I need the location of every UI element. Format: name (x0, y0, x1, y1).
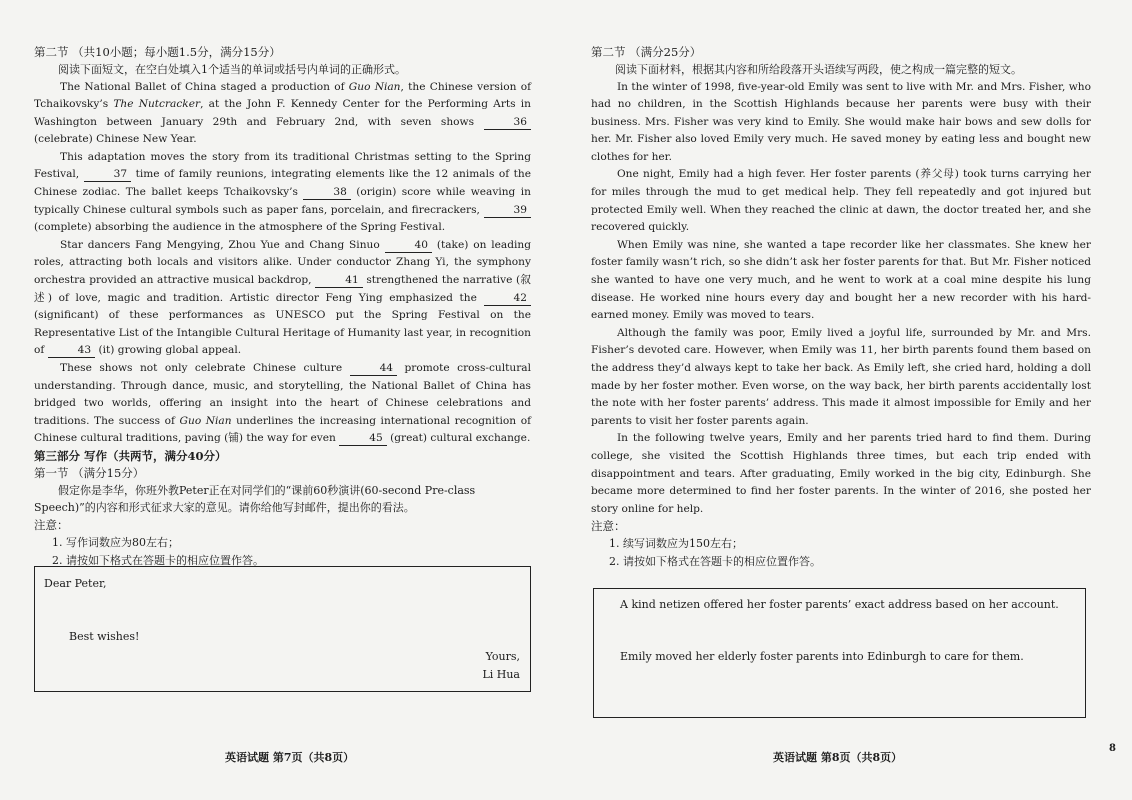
letter-answer-box (34, 566, 531, 692)
letter-signoff: Yours, (485, 650, 520, 663)
blank-43: 43 (48, 344, 95, 358)
note-item-2: 2. 请按如下格式在答题卡的相应位置作答。 (609, 555, 821, 569)
passage-paragraph-4: These shows not only celebrate Chinese culture 44 promote cross-cultural understanding. Through dance, music, and storytelling, the National Ballet of China has bridged two worlds, offering an insight into the heart of Chinese celebrations and traditions. The success of Guo Nian underlines the increasing international recognition of Chinese cultural traditions, paving (铺) the way for even 45 (great) cultural exchange. (34, 362, 531, 445)
blank-45: 45 (339, 432, 386, 446)
paragraph-opener-2: Emily moved her elderly foster parents into Edinburgh to care for them. (620, 650, 1024, 663)
note-label: 注意： (34, 517, 69, 532)
story-paragraph-3: When Emily was nine, she wanted a tape recorder like her classmates. She knew her foster family wasn’t rich, so she didn’t ask her foster parents for that. But Mr. Fisher noticed she wanted to have one very much, and he went to work at a coal mine despite his lung disease. He worked nine hours every day and bought her a new recorder with his hard-earned money. Emily was moved to tears. (591, 238, 1091, 322)
blank-44: 44 (350, 362, 397, 376)
blank-40: 40 (385, 239, 432, 253)
story-paragraph-2: One night, Emily had a high fever. Her foster parents (养父母) took turns carrying her for miles through the mud to get medical help. They fell repeatedly and got injured but protected Emily well. When they reached the clinic at dawn, the doctor treated her, and she recovered quickly. (591, 168, 1091, 234)
blank-42: 42 (484, 292, 531, 306)
passage-paragraph-3: Star dancers Fang Mengying, Zhou Yue and Chang Sinuo 40 (take) on leading roles, attracting both locals and visitors alike. Under conductor Zhang Yi, the symphony orchestra provided an attractive musical backdrop, 41 strengthened the narrative (叙述) of love, magic and tradition. Artistic director Feng Ying emphasized the 42 (significant) of these performances as UNESCO put the Spring Festival on the Representative List of the Intangible Cultural Heritage of Humanity last year, in recognition of 43 (it) growing global appeal. (34, 238, 531, 357)
left-page (34, 44, 531, 570)
blank-41: 41 (315, 274, 362, 288)
letter-closing: Best wishes! (69, 630, 140, 643)
continuation-section-title: 第二节 （满分25分） (591, 45, 702, 59)
note-label: 注意： (591, 519, 626, 534)
blank-38: 38 (303, 186, 350, 200)
note-item-1: 1. 续写词数应为150左右； (609, 537, 743, 551)
note-item-2: 2. 请按如下格式在答题卡的相应位置作答。 (52, 553, 264, 567)
writing-section-title: 第一节 （满分15分） (34, 465, 145, 480)
writing-prompt: 假定你是李华，你班外教Peter正在对同学们的“课前60秒演讲(60-second Pre-class Speech)”的内容和形式征求大家的意见。请你给他写封邮件，提出你的看法。 (34, 483, 476, 515)
passage-paragraph-1: The National Ballet of China staged a production of Guo Nian, the Chinese version of Tchaikovsky’s The Nutcracker, at the John F. Kennedy Center for the Performing Arts in Washington between January 29th and February 2nd, with seven shows 36 (celebrate) Chinese New Year. (34, 80, 532, 146)
note-item-1: 1. 写作词数应为80左右； (52, 535, 179, 549)
right-page (591, 44, 1091, 571)
continuation-answer-box (593, 588, 1086, 718)
story-paragraph-1: In the winter of 1998, five-year-old Emily was sent to live with Mr. and Mrs. Fisher, who had no children, in the Scottish Highlands because her parents were busy with their business. Mrs. Fisher was very kind to Emily. She would make hair bows and sew dolls for her. Mr. Fisher also loved Emily very much. He saved money by eating less and bought new clothes for her. (591, 80, 1091, 163)
part-three-title: 第三部分 写作（共两节，满分40分） (34, 448, 227, 463)
letter-salutation: Dear Peter, (44, 577, 107, 590)
letter-signature: Li Hua (482, 668, 520, 681)
blank-39: 39 (484, 204, 531, 218)
story-paragraph-4: Although the family was poor, Emily lived a joyful life, surrounded by Mr. and Mrs. Fisher’s devoted care. However, when Emily was 11, her birth parents found them based on the address they’d always kept to take her back. As Emily left, she cried hard, holding a doll made by her foster mother. Even worse, on the way back, her birth parents accidentally lost the note with her foster parents’ address. This made it almost impossible for Emily and her parents to visit her foster parents again. (591, 326, 1091, 427)
blank-36: 36 (484, 116, 531, 130)
instructions: 阅读下面短文，在空白处填入1个适当的单词或括号内单词的正确形式。 (58, 63, 406, 76)
page-footer-left: 英语试题 第7页（共8页） (225, 751, 355, 764)
paragraph-opener-1: A kind netizen offered her foster parents’ exact address based on her account. (620, 598, 1059, 611)
section-title: 第二节 （共10小题；每小题1.5分，满分15分） (34, 45, 281, 59)
story-paragraph-5: In the following twelve years, Emily and her parents tried hard to find them. During college, she visited the Scottish Highlands three times, but each trip ended with disappointment and tears. After graduating, Emily worked in the big city, Edinburgh. She became more determined to find her foster parents. In the winter of 2016, she posted her story online for help. (591, 432, 1091, 515)
passage-paragraph-2: This adaptation moves the story from its traditional Christmas setting to the Spring Festival, 37 time of family reunions, integrating elements like the 12 animals of the Chinese zodiac. The ballet keeps Tchaikovsky’s 38 (origin) score while weaving in typically Chinese cultural symbols such as paper fans, porcelain, and firecrackers, 39 (complete) absorbing the audience in the atmosphere of the Spring Festival. (34, 150, 531, 234)
page-mark: 8 (1109, 743, 1116, 754)
blank-37: 37 (84, 168, 131, 182)
page-footer-right: 英语试题 第8页（共8页） (773, 751, 903, 764)
continuation-instructions: 阅读下面材料，根据其内容和所给段落开头语续写两段，使之构成一篇完整的短文。 (615, 63, 1022, 76)
